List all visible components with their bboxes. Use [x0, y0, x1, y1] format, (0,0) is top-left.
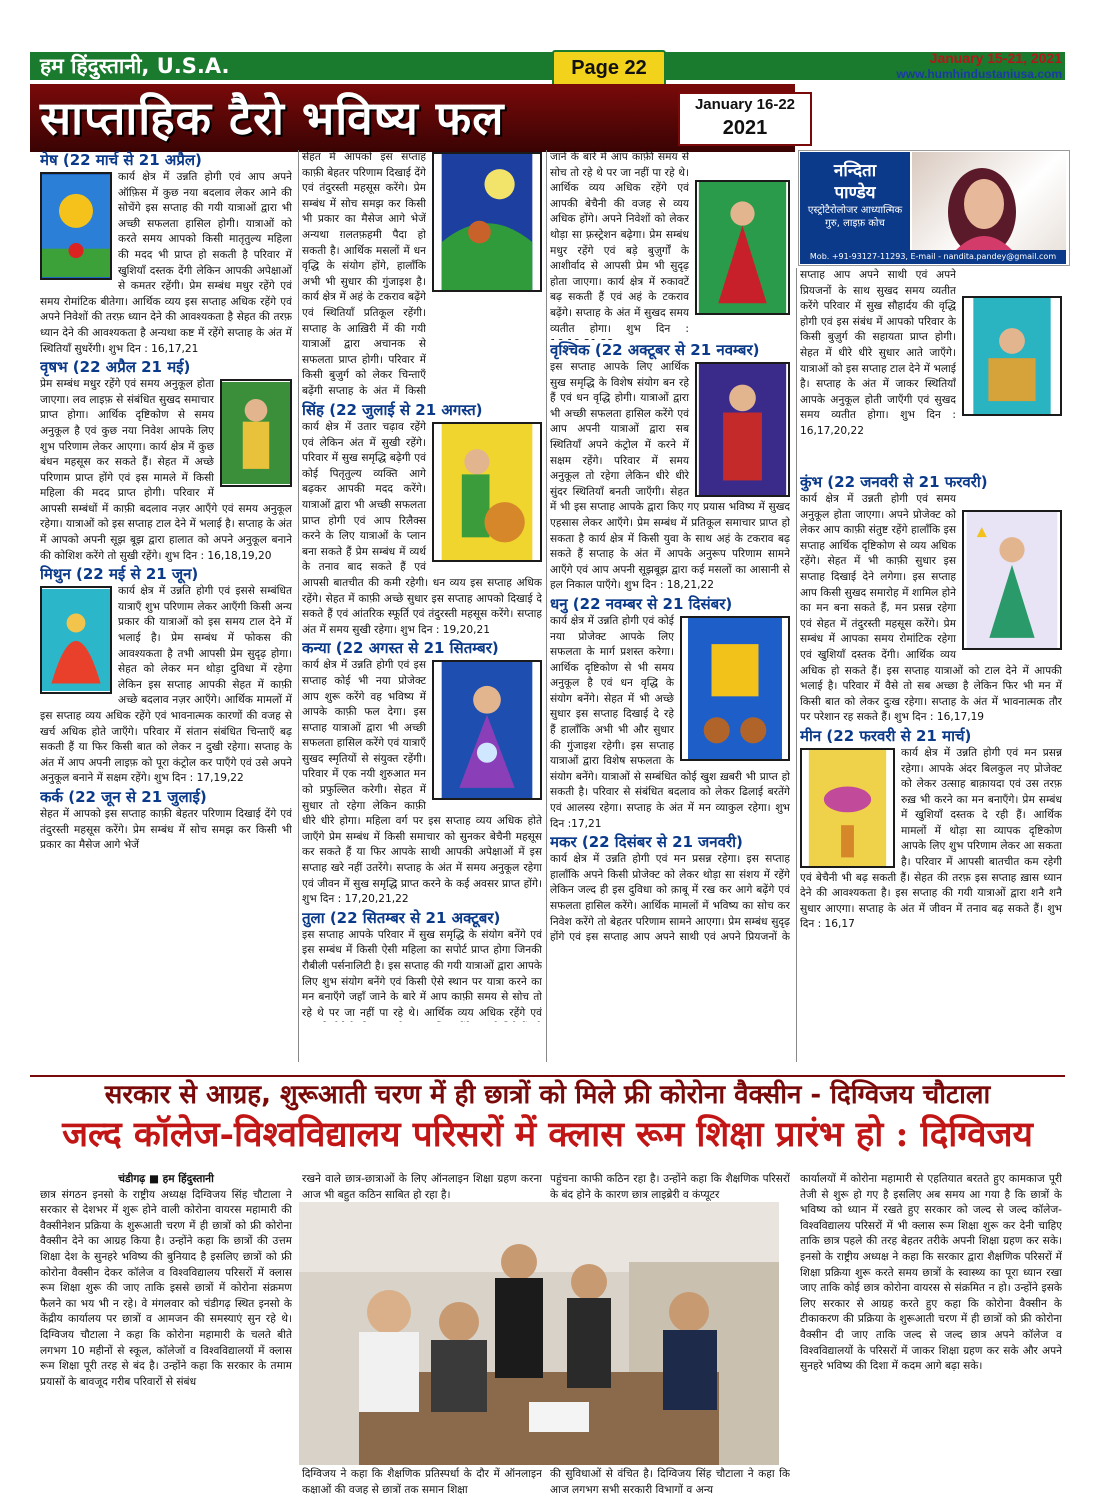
sign-title-singh: सिंह (22 जुलाई से 21 अगस्त) [302, 401, 483, 419]
sign-text-mithun: कार्य क्षेत्र में उन्नति होगी एवं इससे सम्बंधित यात्राएँ शुभ परिणाम लेकर आएँगी किसी अन्य प्रकार की यात्राओं को इस समय टाल देने में भलाई है। प्रेम सम्बंध में फोकस की आवश्यकता है तभी आपसी प्रेम सुदृढ़ होगा। सेहत को लेकर मन थोड़ा दुविधा में रहेगा लेकिन इस सप्ताह आपकी सेहत में काफ़ी अच्छे बदलाव नज़र आएँगे। आर्थिक मामलों में इस सप्ताह व्यय अधिक रहेंगे एवं भावनात्मक कारणों की वजह से खर्च अधिक होते जाएँगे। परिवार में संतान संबंधित चिन्ताएँ बढ़ सकती हैं या फिर किसी बात को लेकर न दुखी रहेगा। सप्ताह के अंत में आप अपनी लाइफ़ को पूरा कंट्रोल कर पाएँगे एवं उसे अपने अनुकूल बनाने में सक्षम रहेंगे। शुभ दिन : 17,19,22 [40, 585, 292, 785]
horoscope-column-1 [40, 150, 292, 1062]
sign-title-mesh: मेष (22 मार्च से 21 अप्रैल) [40, 151, 202, 169]
sign-text-kanya: कार्य क्षेत्र में उन्नति होगी एवं इस सप्ताह कोई भी नया प्रोजेक्ट आप शुरू करेंगे वह भविष्य में आपके काफ़ी फल देगा। इस सप्ताह यात्राओं द्वारा भी अच्छी सफलता हासिल करेंगे एवं यात्राएँ सुखद स्मृतियों से संयुक्त रहेंगी। परिवार में एक नयी शुरुआत मन को प्रफुल्लित करेगी। सेहत में सुधार तो रहेगा लेकिन काफ़ी धीरे धीरे होगा। महिला वर्ग पर इस सप्ताह व्यय अधिक होते जाएँगे प्रेम सम्बंध में किसी समाचार को सुनकर बेचैनी महसूस कर सकते हैं या फिर आपके साथी आपकी अपेक्षाओं में इस सप्ताह खरे नहीं उतरेंगे। सप्ताह के अंत में समय अनुकूल रहेगा एवं जीवन में सुख समृद्धि प्राप्त करने के कई अवसर प्राप्त होंगे। शुभ दिन : 17,20,21,22 [302, 659, 542, 906]
sign-text-kark-start: सेहत में आपको इस सप्ताह काफ़ी बेहतर परिणाम दिखाई देंगे एवं तंदुरस्ती महसूस करेंगे। प्रेम सम्बंध में सोच समझ कर किसी भी प्रकार का मैसेज आगे भेजें [40, 807, 292, 852]
tarot-card-lady-icon [695, 362, 790, 497]
column-divider [298, 150, 299, 1062]
sign-title-kumbh: कुंभ (22 जनवरी से 21 फरवरी) [800, 473, 988, 491]
tarot-card-chariot-icon [680, 616, 790, 761]
tarot-card-bird-icon [962, 296, 1062, 416]
tarot-card-lion-icon [432, 422, 542, 562]
horoscope-column-2 [302, 150, 542, 1062]
sign-text-makar-continued: सप्ताह आप अपने साथी एवं अपने प्रियजनों के साथ सुखद समय व्यतीत करेंगे परिवार में सुख सौहार्दय की वृद्धि होगी एवं इस संबंध में आपको परिवार के किसी बुज़ुर्ग की सहायता प्राप्त होगी। सेहत में धीरे धीरे सुधार आते जाएँगे। यात्राओं को इस सप्ताह टाल देने में भलाई है। सप्ताह के अंत में जाकर स्थितियाँ आपके अनुकूल होती जाएँगी एवं सुखद समय व्यतीत होगा। शुभ दिन : 16,17,20,22 [800, 269, 956, 437]
issue-date: January 15-21, 2021 [929, 50, 1062, 66]
author-role: एस्ट्रोटैरोलोजर आध्यात्मिक गुरु, लाइफ़ कोच [807, 205, 903, 229]
tarot-card-fortune-teller-icon [432, 660, 542, 800]
section-title: साप्ताहिक टैरो भविष्य फल [40, 91, 505, 145]
sign-title-makar: मकर (22 दिसंबर से 21 जनवरी) [550, 833, 743, 852]
news-photo [299, 1202, 779, 1465]
news-text-col2-top: रखने वाले छात्र-छात्राओं के लिए ऑनलाइन शिक्षा ग्रहण करना आज भी बहुत कठिन साबित हो रहा है। [302, 1173, 542, 1201]
author-photo [912, 152, 1066, 250]
news-text-col3-bottom: की सुविधाओं से वंचित है। दिग्विजय सिंह चौटाला ने कहा कि आज लगभग सभी सरकारी विभागों व अन्य [550, 1468, 790, 1496]
sign-text-singh: कार्य क्षेत्र में उतार चढ़ाव रहेंगे एवं लेकिन अंत में सुखी रहेंगे। परिवार में सुख समृद्धि बढ़ेगी एवं कोई पितृतुल्य व्यक्ति आगे बढ़कर आपकी मदद करेंगे। यात्राओं द्वारा भी अच्छी सफलता प्राप्त होगी एवं आप रिलैक्स करने के लिए यात्राओं के प्लान बना सकते हैं प्रेम सम्बंध में व्यर्थ के तनाव बाद सकते हैं एवं आपसी बातचीत की कमी रहेगी। धन व्यय इस सप्ताह अधिक रहेंगे। सेहत में काफ़ी अच्छे सुधार इस सप्ताह आपको दिखाई दे सकते हैं एवं आंतरिक स्फूर्ति एवं तंदुरस्ती महसूस करेंगे। सप्ताह अंत में समय सुखी रहेगा। शुभ दिन : 19,20,21 [302, 421, 542, 636]
column-divider [796, 268, 797, 1062]
tarot-card-moon-icon [432, 152, 542, 292]
sign-title-vrishchik: वृश्चिक (22 अक्टूबर से 21 नवम्बर) [550, 341, 760, 359]
author-first-name: नन्दिता [833, 161, 877, 181]
sign-title-kark: कर्क (22 जून से 21 जुलाई) [40, 787, 207, 806]
horoscope-column-4 [800, 268, 1062, 1062]
sign-text-makar: कार्य क्षेत्र में उन्नति होगी एवं मन प्रसन्न रहेगा। इस सप्ताह हालाँकि अपने किसी प्रोजेक्ट को लेकर थोड़ा सा संशय में रहेंगे लेकिन जल्द ही इस दुविधा को क़ाबू में रख कर आगे बढ़ेंगे एवं सफलता हासिल करेंगे। आर्थिक मामलों में भविष्य का सोच कर निवेश करेंगे तो बेहतर परिणाम सामने आएगा। प्रेम सम्बंध सुदृढ़ होंगे एवं इस सप्ताह आप अपने साथी एवं अपने प्रियजनों के [550, 853, 790, 944]
news-text-col1: छात्र संगठन इनसो के राष्ट्रीय अध्यक्ष दिग्विजय सिंह चौटाला ने सरकार से देशभर में शुरू होने वाली कोरोना वायरस महामारी की वैक्सीनेशन प्रक्रिया के शुरूआती चरण में ही छात्रों को फ्री कोरोना वैक्सीन देने का आग्रह किया है। उन्होंने कहा कि छात्रों की उत्तम शिक्षा देश के सुनहरे भविष्य की बुनियाद है इसलिए छात्रों को फ्री कोरोना वैक्सीन देकर कॉलेज व विश्वविद्यालय परिसरों में क्लास रूम शिक्षा शुरू की जाए ताकि इससे छात्रों में कोरोना संक्रमण फैलने का भय भी न रहे। वे मंगलवार को चंडीगढ़ स्थित इनसो के केंद्रीय कार्यालय पर छात्रों व आमजन की समस्याएं सुन रहे थे। दिग्विजय चौटाला ने कहा कि कोरोना महामारी के चलते बीते लगभग 10 महीनों से स्कूल, कॉलेजों व विश्वविद्यालयों में क्लास रूम शिक्षा पूरी तरह से बंद है। उन्होंने कहा कि सरकार के तमाम प्रयासों के बावजूद गरीब परिवारों से संबंध [40, 1188, 292, 1388]
news-column-3-top [550, 1172, 790, 1204]
news-dateline: चंडीगढ़ ■ हम हिंदुस्तानी [118, 1173, 214, 1185]
week-date-box [678, 92, 812, 146]
tarot-card-star-icon [962, 510, 1062, 650]
tarot-card-fire-icon [40, 586, 112, 694]
page-number: Page 22 [552, 50, 666, 88]
sign-title-mithun: मिथुन (22 मई से 21 जून) [40, 565, 199, 584]
sign-text-mesh: कार्य क्षेत्र में उन्नति होगी एवं आप अपने ऑफ़िस में कुछ नया बदलाव लेकर आने की सोचेंगे इस सप्ताह की गयी यात्राओं द्वारा भी अच्छी सफलता हासिल होगी। यात्राओं को करते समय आपको किसी मातृतुल्य महिला की मदद भी प्राप्त हो सकती है परिवार में खुशियाँ दस्तक देंगी लेकिन आपकी अपेक्षाओं से कमतर रहेंगी। प्रेम सम्बंध मधुर रहेंगे एवं समय रोमांटिक बीतेगा। आर्थिक व्यय इस सप्ताह अधिक रहेंगे एवं अपने निवेशों की तरफ़ ध्यान देने की आवश्यकता है सेहत की तरफ़ ध्यान देने की आवश्यकता है अन्यथा कष्ट में रहेंगे सप्ताह के अंत में स्थितियाँ सुधरेंगी। शुभ दिन : 16,17,21 [40, 171, 292, 355]
news-text-col4: कार्यालयों में कोरोना महामारी से एहतियात बरतते हुए कामकाज पूरी तेजी से शुरू हो गए है इसलिए अब समय आ गया है कि छात्रों के भविष्य को ध्यान में रखते हुए सरकार को जल्द से जल्द कॉलेज-विश्वविद्यालय परिसरों में भी क्लास रूम शिक्षा शुरू कर देनी चाहिए ताकि छात्र पहले की तरह बेहतर तरीके अपनी शिक्षा ग्रहण कर सके। इनसो के राष्ट्रीय अध्यक्ष ने कहा कि सरकार द्वारा शैक्षणिक परिसरों में शिक्षा प्रक्रिया शुरू करते समय छात्रों के स्वास्थ्य का पूरा ध्यान रखा जाए ताकि कोई छात्र कोरोना वायरस से संक्रमित न हो। उन्होंने इसके लिए सरकार से आग्रह करते हुए कहा कि कोरोना वैक्सीन के टीकाकरण की प्रक्रिया के शुरूआती चरण में ही छात्रों को फ्री कोरोना वैक्सीन दी जाए ताकि जल्द से जल्द छात्र अपने कॉलेज व विश्वविद्यालयों के परिसरों में जाकर शिक्षा ग्रहण कर सके और अपने सुनहरे भविष्य की दिशा में कदम आगे बढ़ा सके। [800, 1173, 1062, 1373]
sign-title-vrishabh: वृषभ (22 अप्रैल 21 मई) [40, 358, 191, 377]
news-column-3-bottom [550, 1467, 790, 1499]
news-column-2-bottom [302, 1467, 542, 1499]
news-subheadline: सरकार से आग्रह, शुरूआती चरण में ही छात्रों को मिले फ्री कोरोना वैक्सीन - दिग्विजय चौटाला [104, 1080, 991, 1110]
sign-text-tula: इस सप्ताह आपके परिवार में सुख समृद्धि के संयोग बनेंगे एवं इस सम्बंध में किसी ऐसी महिला का सपोर्ट प्राप्त होगा जिनकी रौबीली पर्सनालिटी है। इस सप्ताह की गयी यात्राओं द्वारा आपके लिए शुभ संयोग बनेंगे एवं किसी ऐसे स्थान पर यात्रा करने का मन बनाएँगे जहाँ जाने के बारे में आप काफ़ी समय से सोच तो रहे थे पर जा नहीं पा रहे थे। आर्थिक व्यय अधिक रहेंगे एवं [302, 928, 542, 1019]
sign-text-vrishabh: प्रेम सम्बंध मधुर रहेंगे एवं समय अनुकूल होता जाएगा। लव लाइफ़ से संबंधित सुखद समाचार प्राप्त होगा। आर्थिक दृष्टिकोण से समय अनुकूल है एवं कुछ नया निवेश आपके लिए शुभ परिणाम लेकर आएगा। कार्य क्षेत्र में कुछ बंधन महसूस कर सकते हैं। सेहत में अच्छे परिणाम प्राप्त होंगे एवं इस मामले में किसी महिला की मदद प्राप्त होगी। परिवार में आपसी सम्बंधों में काफ़ी बदलाव नज़र आएँगे एवं समय अनुकूल रहेगा। यात्राओं को इस सप्ताह टाल देने में भलाई है। सप्ताह के अंत में आपको अपनी सूझ बूझ द्वारा हालात को अपने अनुकूल बनाने की कोशिश करेंगे तो सुखी रहेंगे। शुभ दिन : 16,18,19,20 [40, 378, 292, 562]
website-link[interactable]: www.humhindustaniusa.com [896, 67, 1062, 81]
horoscope-column-3 [550, 150, 790, 1062]
tarot-card-sun-icon [40, 172, 112, 280]
column-divider [546, 150, 547, 1062]
tarot-card-queen-icon [695, 180, 790, 315]
news-column-1 [40, 1172, 292, 1487]
tarot-card-woman-icon [220, 379, 292, 487]
news-headline: जल्द कॉलेज-विश्वविद्यालय परिसरों में क्लास रूम शिक्षा प्रारंभ हो : दिग्विजय [62, 1114, 1033, 1155]
news-column-4 [800, 1172, 1062, 1487]
news-column-2-top [302, 1172, 542, 1204]
sign-title-meen: मीन (22 फरवरी से 21 मार्च) [800, 726, 972, 745]
sign-title-kanya: कन्या (22 अगस्त से 21 सितम्बर) [302, 639, 499, 658]
news-divider [30, 1075, 1065, 1077]
news-text-col3-top: पहुंचना काफी कठिन रहा है। उन्होंने कहा कि शैक्षणिक परिसरों के बंद होने के कारण छात्र लाइब्रेरी व कंप्यूटर [550, 1173, 790, 1201]
news-text-col2-bottom: दिग्विजय ने कहा कि शैक्षणिक प्रतिस्पर्धा के दौर में ऑनलाइन कक्षाओं की वजह से छात्रों तक समान शिक्षा [302, 1468, 542, 1496]
tarot-card-fish-icon [800, 748, 895, 868]
sign-text-dhanu: कार्य क्षेत्र में उन्नति होगी एवं कोई नया प्रोजेक्ट आपके लिए सफलता के मार्ग प्रशस्त करेगा। आर्थिक दृष्टिकोण से भी समय अनुकूल है एवं धन वृद्धि के संयोग बनेंगे। सेहत में भी अच्छे सुधार इस सप्ताह दिखाई दे रहे हैं हालाँकि अभी भी और सुधार की गुंजाइश रहेगी। इस सप्ताह यात्राओं द्वारा विशेष सफलता के संयोग बनेंगे। यात्राओं से सम्बंधित कोई खुश ख़बरी भी प्राप्त हो सकती है। परिवार से संबंधित बदलाव को लेकर ढिलाई बरतेंगे एवं आलस्य रहेगा। सप्ताह के अंत में मन व्याकुल रहेगा। शुभ दिन :17,21 [550, 614, 790, 830]
sign-text-kark: सेहत में आपको इस सप्ताह काफ़ी बेहतर परिणाम दिखाई देंगे एवं तंदुरस्ती महसूस करेंगे। प्रेम सम्बंध में सोच समझ कर किसी भी प्रकार का मैसेज आगे भेजें अन्यथा ग़लतफ़हमी पैदा हो सकती है। आर्थिक मसलों में धन वृद्धि के संयोग होंगे, हालाँकि अभी भी सुधार की गुंजाइश है। कार्य क्षेत्र में अहं के टकराव बढ़ेंगे एवं स्थितियाँ प्रतिकूल रहेंगी। सप्ताह के आख़िरी में की गयी यात्राओं द्वारा अचानक से सफलता प्राप्त होगी। परिवार में किसी बुजुर्ग को लेकर चिन्ताएँ बढ़ेंगी सप्ताह के अंत में किसी [302, 151, 426, 397]
sign-title-dhanu: धनु (22 नवम्बर से 21 दिसंबर) [550, 594, 733, 613]
paper-name: हम हिंदुस्तानी, U.S.A. [40, 54, 230, 78]
sign-text-meen: कार्य क्षेत्र में उन्नति होगी एवं मन प्रसन्न रहेगा। आपके अंदर बिलकुल नए प्रोजेक्ट को लेकर उत्साह बाक़ायदा एवं उस तरफ़ रुख़ भी करने का मन बनाएँगे। प्रेम सम्बंध में खुशियाँ दस्तक दे रही हैं। आर्थिक मामलों में थोड़ा सा व्यापक दृष्टिकोण आपके लिए शुभ परिणाम लेकर आ सकता है। परिवार में आपसी बातचीत कम रहेगी एवं बेचैनी भी बढ़ सकती हैं। सेहत की तरफ़ इस सप्ताह ख़ास ध्यान देने की आवश्यकता है। इस सप्ताह की गयी यात्राओं द्वारा शनै शनै सुधार आएगा। सप्ताह के अंत में जीवन में तनाव बढ़ सकते हैं। शुभ दिन : 16,17 [800, 746, 1062, 931]
week-range: January 16-22 [694, 96, 796, 113]
author-last-name: पाण्डेय [834, 183, 876, 203]
sign-text-kumbh: कार्य क्षेत्र में उन्नती होगी एवं समय अनुकूल होता जाएगा। अपने प्रोजेक्ट को लेकर आप काफ़ी संतुष्ट रहेंगे हालाँकि इस सप्ताह आर्थिक दृष्टिकोण से व्यय अधिक रहेंगे। सेहत में भी काफ़ी सुधार इस सप्ताह दिखाई देने लगेगा। इस सप्ताह आप किसी सुखद समारोह में शामिल होने का मन बना सकते हैं, मन प्रसन्न रहेगा एवं सेहत में तंदुरस्ती महसूस करेंगे। प्रेम सम्बंध में आपका समय रोमांटिक रहेगा एवं खुशियाँ दस्तक देंगी। आर्थिक व्यय अधिक हो सकते हैं। इस सप्ताह यात्राओं को टाल देने में आपकी भलाई है। परिवार में वैसे तो सब अच्छा है लेकिन फिर भी मन में किसी बात को लेकर दुःख रहेगा। सप्ताह के अंत में भावनात्मक तौर पर परेशान रह सकते हैं। शुभ दिन : 16,17,19 [800, 493, 1062, 724]
week-year: 2021 [722, 117, 768, 139]
author-contact: Mob. +91-93127-11293, E-mail - nandita.pandey@gmail.com [800, 250, 1066, 264]
sign-text-vrishchik: इस सप्ताह आपके लिए आर्थिक सुख समृद्धि के विशेष संयोग बन रहे हैं एवं धन वृद्धि होगी। यात्राओं द्वारा भी अच्छी सफलता हासिल करेंगे एवं आप अपनी यात्राओं द्वारा सब स्थितियाँ अपने कंट्रोल में करने में सक्षम रहेंगे। परिवार में समय अनुकूल तो रहेगा लेकिन धीरे धीरे सुंदर स्थितियाँ बनती जाएँगी। सेहत में भी इस सप्ताह आपके द्वारा किए गए प्रयास भविष्य में सुखद एहसास लेकर आएँगे। प्रेम सम्बंध में प्रतिकूल समाचार प्राप्त हो सकता है कार्य क्षेत्र में किसी युवा के साथ अहं के टकराव बढ़ सकते हैं सप्ताह के अंत में आपके अनुरूप परिणाम सामने आएँगे एवं आप अपनी सूझबूझ द्वारा कई मसलों का आसानी से हल निकाल पाएँगे। शुभ दिन : 18,21,22 [550, 361, 790, 592]
sign-title-tula: तुला (22 सितम्बर से 21 अक्टूबर) [302, 908, 501, 927]
sign-text-tula-continued: जाने के बारे में आप काफ़ी समय से सोच तो रहे थे पर जा नहीं पा रहे थे। आर्थिक व्यय अधिक रहेंगे एवं आपकी बेचैनी की वजह से व्यय अधिक होंगे। अपने निवेशों को लेकर थोड़ा सा फ़्रस्ट्रेशन बढ़ेगा। प्रेम सम्बंध मधुर रहेंगे एवं बड़े बुज़ुर्गों के आशीर्वाद से आपसी प्रेम भी सुदृढ़ होता जाएगा। कार्य क्षेत्र में रुकावटें बढ़ सकती हैं एवं अहं के टकराव बढ़ेंगे। सप्ताह के अंत में सुखद समय व्यतीत होगा। शुभ दिन : [550, 151, 689, 335]
